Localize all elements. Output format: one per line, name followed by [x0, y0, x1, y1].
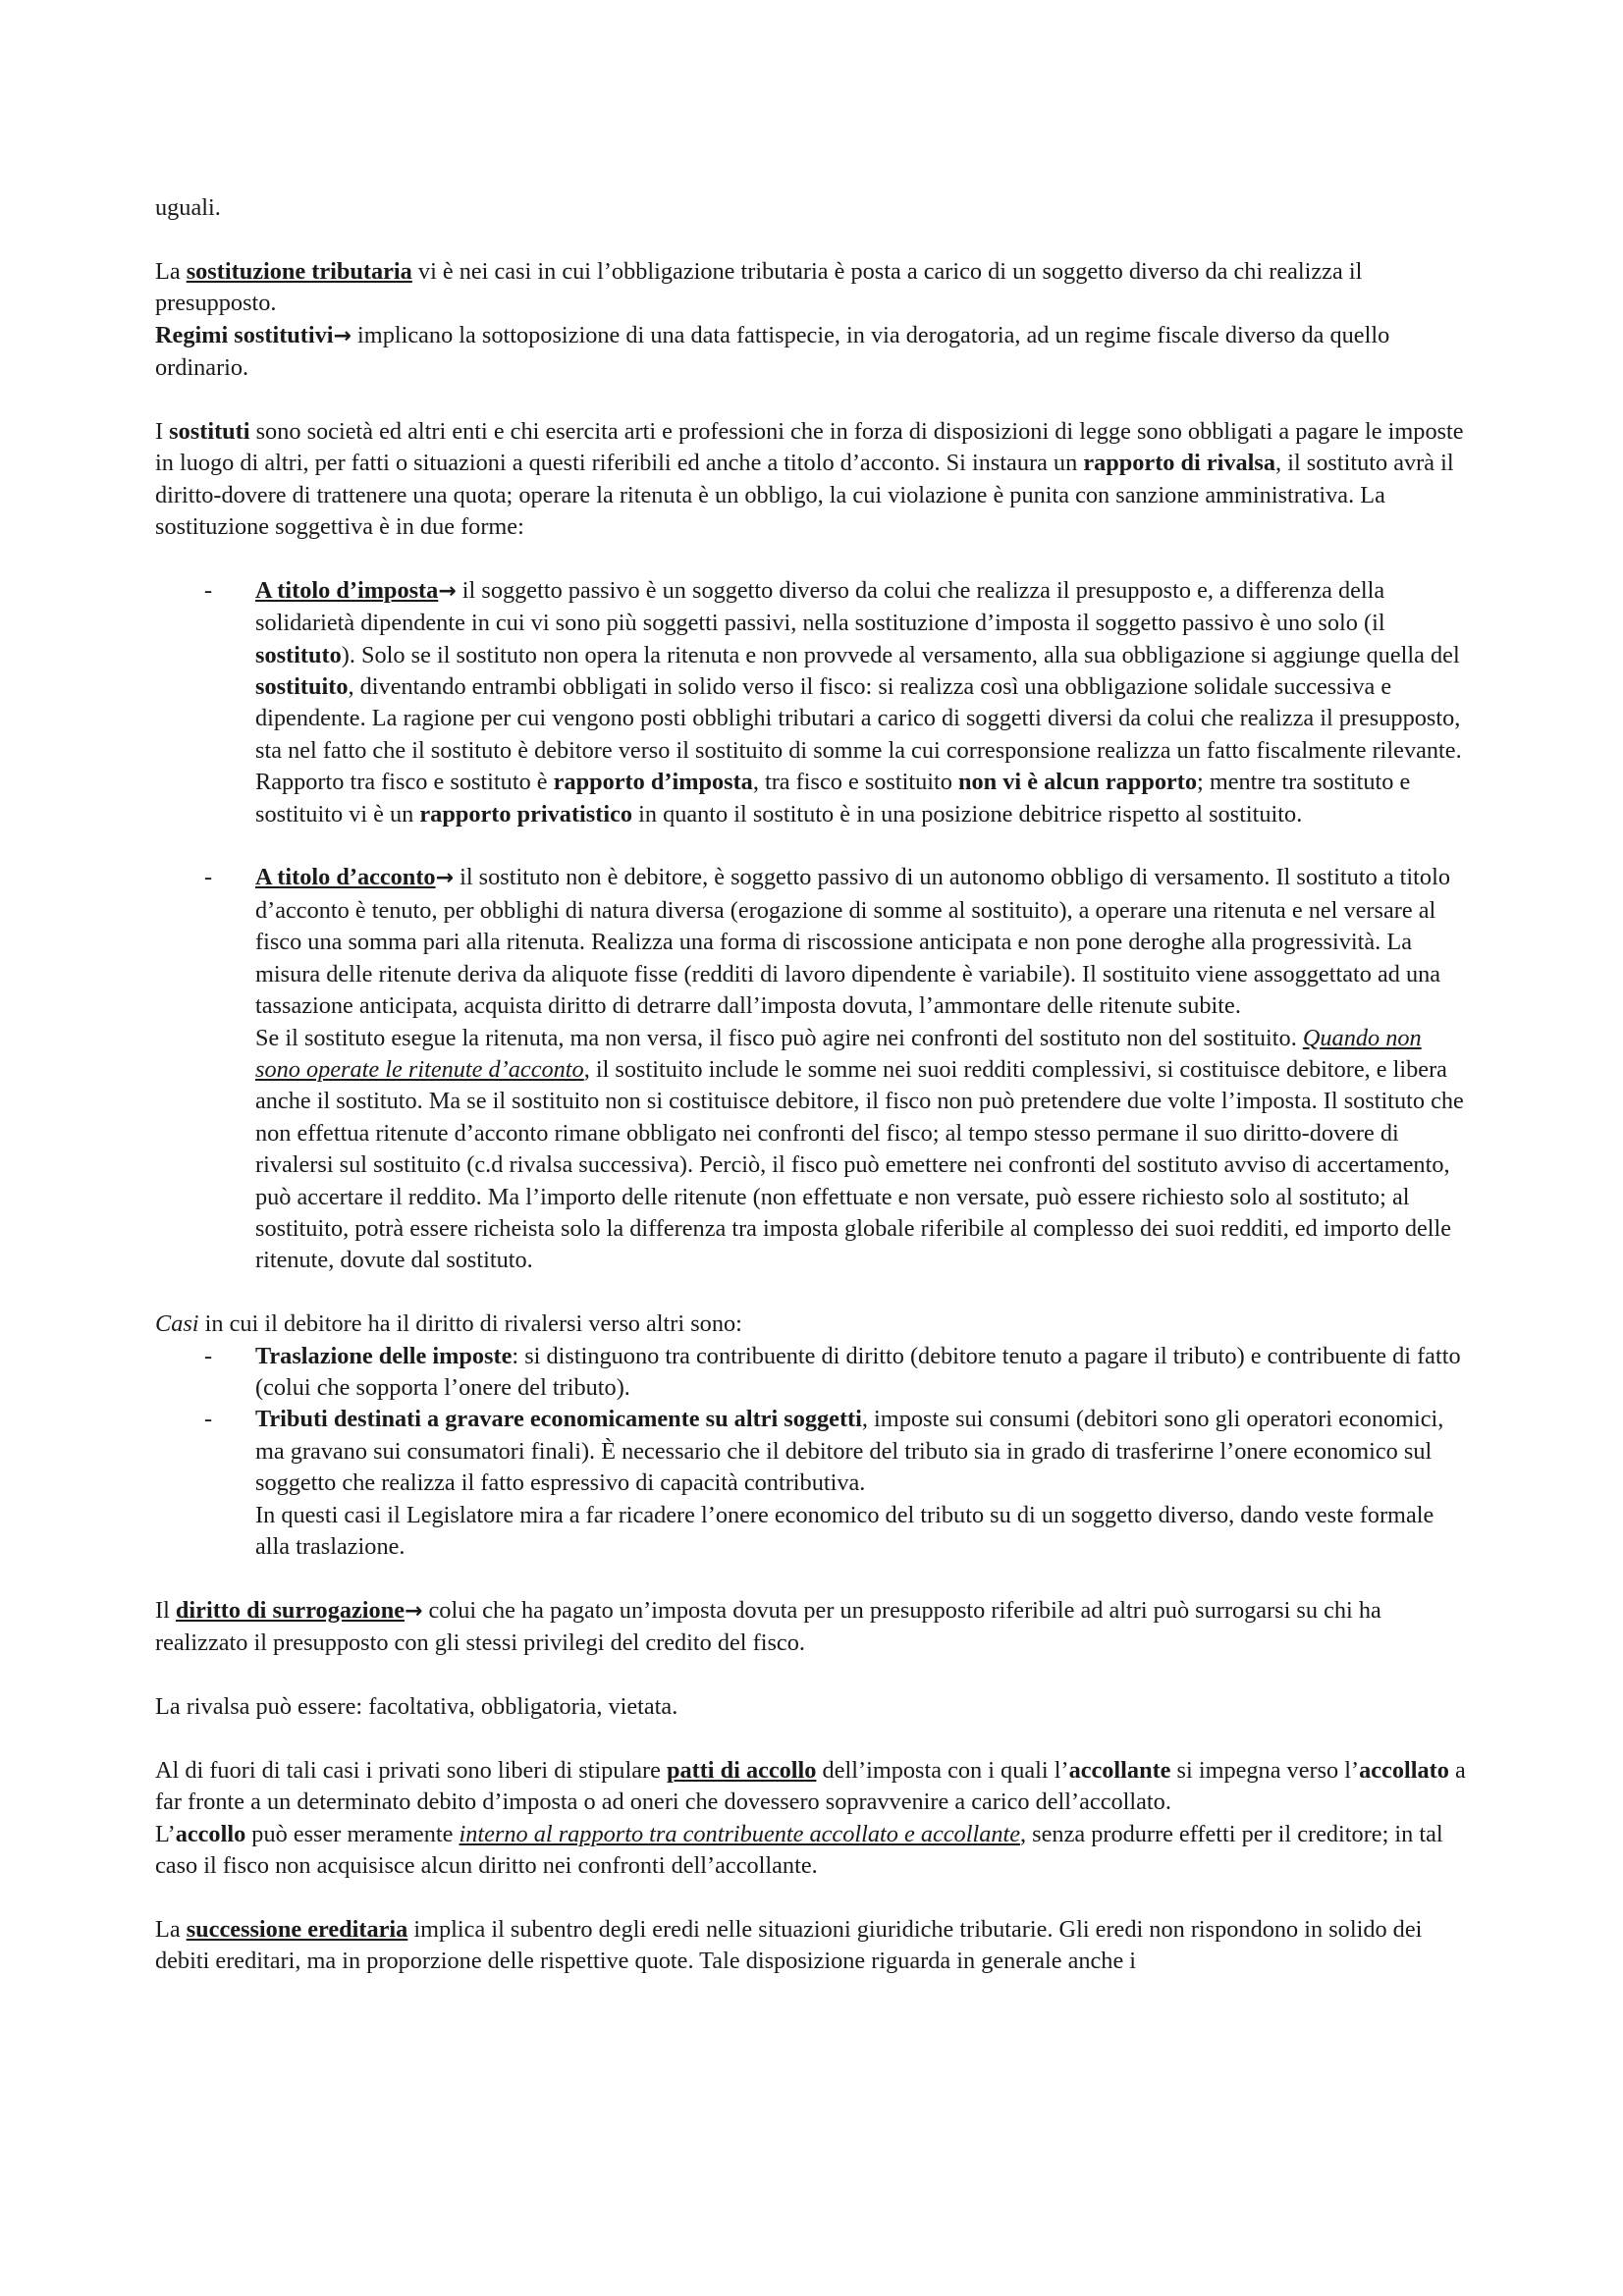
paragraph-regimi: Regimi sostitutivi→ implicano la sottoposizione di una data fattispecie, in via derogatoria, ad un regime fiscale diverso da quello ordinario. [155, 321, 1390, 382]
arrow-right-icon: → [405, 1598, 423, 1624]
list-dash: - [204, 1406, 213, 1433]
term-sostituzione-tributaria: sostituzione tributaria [186, 257, 412, 285]
paragraph-surrogazione: Il diritto di surrogazione→ colui che ha pagato un’imposta dovuta per un presupposto riferibile ad altri può surrogarsi su chi ha realizzato il presupposto con gli stessi privilegi del credito del fisco. [155, 1596, 1381, 1657]
paragraph-accollo-interno: L’accollo può esser meramente interno al rapporto tra contribuente accollato e accollante, senza produrre effetti per il creditore; in tal caso il fisco non acquisisce alcun diritto nei confronti dell’accollante. [155, 1820, 1443, 1879]
paragraph-successione: La successione ereditaria implica il subentro degli eredi nelle situazioni giuridiche tributarie. Gli eredi non rispondono in solido dei debiti ereditari, ma in proporzione delle rispettive quote. Tale disposizione riguarda in generale anche i [155, 1915, 1423, 1975]
term-successione-ereditaria: successione ereditaria [186, 1915, 408, 1943]
document-body [155, 192, 1471, 1978]
term-diritto-surrogazione: diritto di surrogazione [175, 1596, 405, 1624]
term-sostituti: sostituti [169, 417, 250, 445]
paragraph-sostituti: I sostituti sono società ed altri enti e chi esercita arti e professioni che in forza di disposizioni di legge sono obbligati a pagare le imposte in luogo di altri, per fatti o situazioni a questi riferibili ed anche a titolo d’acconto. Si instaura un rapporto di rivalsa, il sostituto avrà il diritto-dovere di trattenere una quota; operare la ritenuta è un obbligo, la cui violazione è punita con sanzione amministrativa. La sostituzione soggettiva è in due forme: [155, 417, 1464, 541]
arrow-right-icon: → [435, 866, 454, 891]
term-regimi-sostitutivi: Regimi sostitutivi [155, 321, 334, 348]
phrase-ritenute-acconto: Quando non sono operate le ritenute d’acconto [255, 1024, 1422, 1083]
arrow-right-icon: → [438, 578, 457, 604]
list-dash: - [204, 1342, 213, 1369]
term-tributi-destinati: Tributi destinati a gravare economicamente su altri soggetti [255, 1406, 862, 1433]
list-item-traslazione: - Traslazione delle imposte: si distinguono tra contribuente di diritto (debitore tenuto a pagare il tributo) e contribuente di fatto (colui che sopporta l’onere del tributo). [204, 1342, 1461, 1401]
paragraph-rivalsa: La rivalsa può essere: facoltativa, obbligatoria, vietata. [155, 1692, 678, 1720]
list-dash: - [204, 864, 213, 891]
paragraph-accollo: Al di fuori di tali casi i privati sono liberi di stipulare patti di accollo dell’imposta con i quali l’accollante si impegna verso l’accollato a far fronte a un determinato debito d’imposta o ad oneri che dovessero sopravvenire a carico dell’accollato. [155, 1756, 1466, 1816]
list-dash: - [204, 576, 213, 604]
phrase-interno-rapporto: interno al rapporto tra contribuente accollato e accollante [459, 1820, 1021, 1847]
list-item-titolo-acconto: - A titolo d’acconto→ il sostituto non è debitore, è soggetto passivo di un autonomo obbligo di versamento. Il sostituto a titolo d’acconto è tenuto, per obblighi di natura diversa (erogazione di somme al sostituito), a operare una ritenuta e nel versare al fisco una somma pari alla ritenuta. Realizza una forma di riscossione anticipata e non pone deroghe alla progressività. La misura delle ritenute deriva da aliquote fisse (redditi di lavoro dipendente è variabile). Il sostituito viene assoggettato ad una tassazione anticipata, acquista diritto di detrarre dall’imposta dovuta, l’ammontare delle ritenute subite. Se il sostituto esegue la ritenuta, ma non versa, il fisco può agire nei confronti del sostituto non del sostituito. Quando non sono operate le ritenute d’acconto, il sostituito include le somme nei suoi redditi complessivi, si costituisce debitore, e libera anche il sostituto. Ma se il sostituito non si costituisce debitore, il fisco non può pretendere due volte l’imposta. Il sostituto che non effettua ritenute d’acconto rimane obbligato nei confronti del fisco; al tempo stesso permane il suo diritto-dovere di rivalersi sul sostituito (c.d rivalsa successiva). Perciò, il fisco può emettere nei confronti del sostituto avviso di accertamento, può accertare il reddito. Ma l’importo delle ritenute (non effettuate e non versate, può essere richiesto solo al sostituto; al sostituito, potrà essere richeista solo la differenza tra imposta globale riferibile al complesso dei suoi redditi, ed importo delle ritenute, dovute dal sostituto. [204, 864, 1464, 1274]
term-titolo-imposta: A titolo d’imposta [255, 576, 439, 604]
term-traslazione: Traslazione delle imposte [255, 1342, 513, 1369]
list-item-titolo-imposta: - A titolo d’imposta→ il soggetto passivo è un soggetto diverso da colui che realizza il presupposto e, a differenza della solidarietà dipendente in cui vi sono più soggetti passivi, nella sostituzione d’imposta il soggetto passivo è uno solo (il sostituto). Solo se il sostituto non opera la ritenuta e non provvede al versamento, alla sua obbligazione si aggiunge quella del sostituito, diventando entrambi obbligati in solido verso il fisco: si realizza così una obbligazione solidale successiva e dipendente. La ragione per cui vengono posti obblighi tributari a carico di soggetti diversi da colui che realizza il presupposto, sta nel fatto che il sostituto è debitore verso il sostituito di somme la cui corresponsione realizza un fatto fiscalmente rilevante. Rapporto tra fisco e sostituto è rapporto d’imposta, tra fisco e sostituito non vi è alcun rapporto; mentre tra sostituto e sostituito vi è un rapporto privatistico in quanto il sostituto è in una posizione debitrice rispetto al sostituito. [204, 576, 1462, 828]
paragraph-sostituzione: La sostituzione tributaria vi è nei casi in cui l’obbligazione tributaria è posta a carico di un soggetto diverso da chi realizza il presupposto. [155, 257, 1363, 317]
term-titolo-acconto: A titolo d’acconto [255, 864, 436, 891]
paragraph: uguali. [155, 194, 221, 221]
arrow-right-icon: → [333, 323, 352, 348]
paragraph-casi: Casi in cui il debitore ha il diritto di rivalersi verso altri sono: [155, 1310, 742, 1338]
term-patti-accollo: patti di accollo [666, 1756, 817, 1784]
term-rapporto-di-rivalsa: rapporto di rivalsa [1083, 450, 1276, 477]
list-item-tributi-destinati: - Tributi destinati a gravare economicamente su altri soggetti, imposte sui consumi (debitori sono gli operatori economici, ma gravano sui consumatori finali). È necessario che il debitore del tributo sia in grado di trasferirne l’onere economico sul soggetto che realizza il fatto espressivo di capacità contributiva. In questi casi il Legislatore mira a far ricadere l’onere economico del tributo su di un soggetto diverso, dando veste formale alla traslazione. [204, 1406, 1444, 1560]
